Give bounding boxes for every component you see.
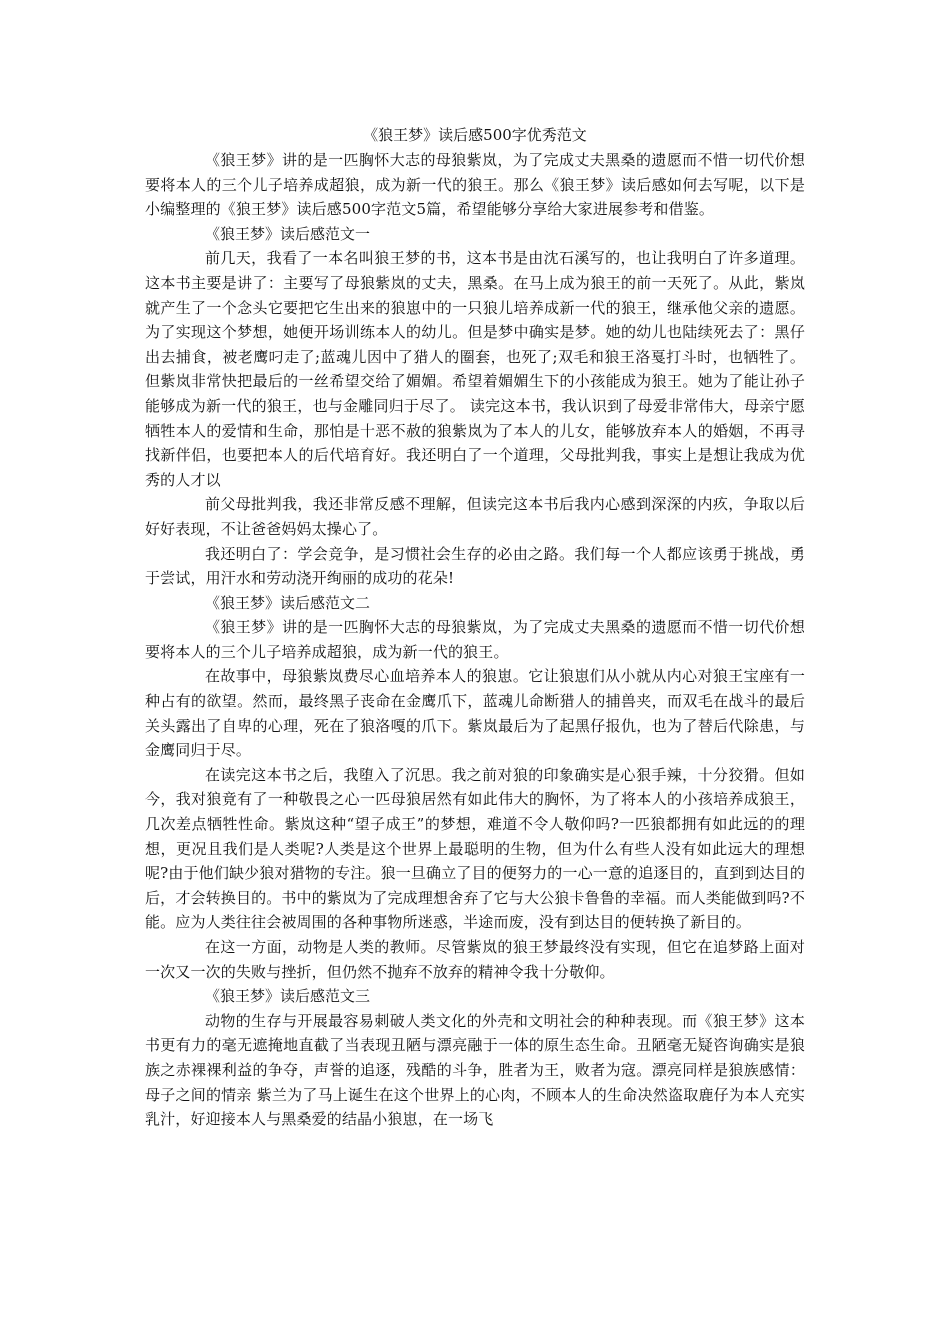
intro-paragraph: 《狼王梦》讲的是一匹胸怀大志的母狼紫岚，为了完成丈夫黑桑的遗愿而不惜一切代价想要将本人的三个儿子培养成超狼，成为新一代的狼王。那么《狼王梦》读后感如何去写呢，以下是小编整理的《狼王梦》读后感500字范文5篇，希望能够分享给大家进展参考和借鉴。 — [145, 151, 805, 219]
body-paragraph: 前几天，我看了一本名叫狼王梦的书，这本书是由沈石溪写的，也让我明白了许多道理。 这本书主要是讲了：主要写了母狼紫岚的丈夫，黑桑。在马上成为狼王的前一天死了。从此，紫岚就产生了一个念头它要把它生出来的狼崽中的一只狼儿培养成新一代的狼王，继承他父亲的遗愿。为了实现这个梦想，她便开场训练本人的幼儿。但是梦中确实是梦。她的幼儿也陆续死去了：黑仔出去捕食，被老鹰叼走了;蓝魂儿因中了猎人的圈套，也死了;双毛和狼王洛戛打斗时，也牺牲了。但紫岚非常快把最后的一丝希望交给了媚媚。希望着媚媚生下的小孩能成为狼王。她为了能让孙子能够成为新一代的狼王，也与金雕同归于尽了。 读完这本书，我认识到了母爱非常伟大，母亲宁愿牺牲本人的爱情和生命，那怕是十恶不赦的狼紫岚为了本人的儿女，能够放弃本人的婚姻，不再寻找新伴侣，也要把本人的后代培育好。我还明白了一个道理，父母批判我，事实上是想让我成为优秀的人才以 — [145, 249, 805, 489]
body-paragraph: 前父母批判我，我还非常反感不理解，但读完这本书后我内心感到深深的内疚，争取以后好好表现，不让爸爸妈妈太操心了。 — [145, 495, 805, 538]
section-heading-1: 《狼王梦》读后感范文一 — [205, 224, 371, 243]
body-paragraph: 在故事中，母狼紫岚费尽心血培养本人的狼崽。它让狼崽们从小就从内心对狼王宝座有一种占有的欲望。然而，最终黑子丧命在金鹰爪下，蓝魂儿命断猎人的捕兽夹，而双毛在战斗的最后关头露出了自卑的心理，死在了狼洛嘎的爪下。紫岚最后为了起黑仔报仇，也为了替后代除患，与金鹰同归于尽。 — [145, 667, 805, 760]
body-paragraph: 在读完这本书之后，我堕入了沉思。我之前对狼的印象确实是心狠手辣，十分狡猾。但如今，我对狼竟有了一种敬畏之心一匹母狼居然有如此伟大的胸怀，为了将本人的小孩培养成狼王，几次差点牺牲性命。紫岚这种“望子成王”的梦想，难道不令人敬仰吗?一匹狼都拥有如此远的的理想，更况且我们是人类呢?人类是这个世界上最聪明的生物，但为什么有些人没有如此远大的理想呢?由于他们缺少狼对猎物的专注。狼一旦确立了目的便努力的一心一意的追逐目的，直到到达目的后，才会转换目的。书中的紫岚为了完成理想舍弃了它与大公狼卡鲁鲁的幸福。而人类能做到吗?不能。应为人类往往会被周围的各种事物所迷惑，半途而废，没有到达目的便转换了新目的。 — [145, 765, 805, 932]
body-paragraph: 《狼王梦》讲的是一匹胸怀大志的母狼紫岚，为了完成丈夫黑桑的遗愿而不惜一切代价想要将本人的三个儿子培养成超狼，成为新一代的狼王。 — [145, 618, 805, 661]
body-paragraph: 在这一方面，动物是人类的教师。尽管紫岚的狼王梦最终没有实现，但它在追梦路上面对一次又一次的失败与挫折，但仍然不抛弃不放弃的精神令我十分敬仰。 — [145, 938, 805, 981]
section-heading-3: 《狼王梦》读后感范文三 — [205, 987, 371, 1006]
body-paragraph: 动物的生存与开展最容易刺破人类文化的外壳和文明社会的种种表现。而《狼王梦》这本书更有力的毫无遮掩地直截了当表现丑陋与漂亮融于一体的原生态生命。丑陋毫无疑咨询确实是狼族之赤裸裸利益的争夺，声誉的追逐，残酷的斗争，胜者为王，败者为寇。漂亮同样是狼族感情： 母子之间的情亲 紫兰为了马上诞生在这个世界上的心肉，不顾本人的生命决然盗取鹿仔为本人充实乳汁，好迎接本人与黑桑爱的结晶小狼崽，在一场飞 — [145, 1011, 805, 1129]
body-paragraph: 我还明白了：学会竞争，是习惯社会生存的必由之路。我们每一个人都应该勇于挑战，勇于尝试，用汗水和劳动浇开绚丽的成功的花朵! — [145, 544, 805, 588]
document-page — [145, 123, 805, 1132]
document-title: 《狼王梦》读后感500字优秀范文 — [363, 126, 587, 144]
section-heading-2: 《狼王梦》读后感范文二 — [205, 593, 371, 612]
